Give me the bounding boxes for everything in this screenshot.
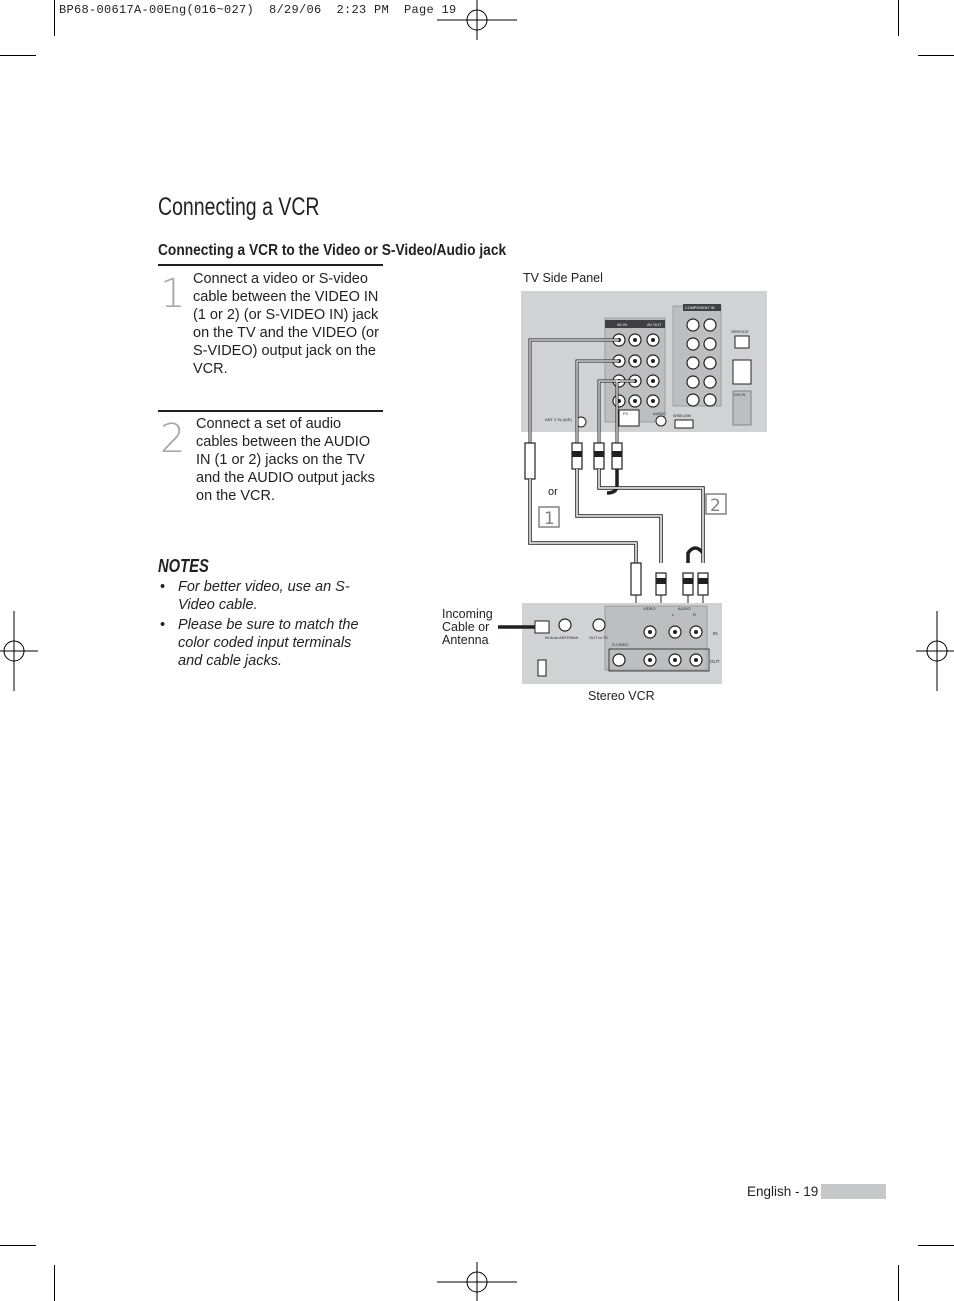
page-title: Connecting a VCR [158,193,320,221]
tv-pc-text: PC [623,411,629,416]
vcr-in-text: IN [713,631,718,636]
note-item: • Please be sure to match the color coded input terminals and cable jacks. [158,616,363,670]
vcr-connection-diagram [495,288,775,688]
vcr-audio-r-text: R [693,612,696,617]
registration-mark-left-icon [0,611,38,691]
incoming-cable-label [442,608,493,647]
crop-mark [54,1265,55,1301]
notes-list [158,578,363,672]
crop-mark [0,55,36,56]
page-footer: English - 19 [747,1184,819,1199]
step-2-text: Connect a set of audio cables between the AUDIO IN (1 or 2) jacks on the TV and the AUDIO output jacks on the VCR. [196,416,375,504]
callout-1-text: 1 [544,509,555,529]
subtitle-rule [158,264,383,266]
callout-2-text: 2 [710,496,721,516]
vcr-audio-l-text: L [672,612,675,617]
tv-audio-text: AUDIO [653,411,666,416]
tv-side-panel-label: TV Side Panel [523,271,603,285]
vcr-audio-text: AUDIO [678,606,691,611]
vcr-in-from-antenna-text: IN from ANTENNA [545,635,579,640]
registration-mark-bottom-icon [437,1262,517,1301]
crop-mark [918,55,954,56]
section-subtitle: Connecting a VCR to the Video or S-Video/Audio jack [158,242,507,259]
crop-mark [898,0,899,36]
tv-dvi-in-text: DVI IN [734,393,746,397]
incoming-line: Cable or [442,620,490,634]
incoming-line: Incoming [442,607,493,621]
tv-av-out-text: AV OUT [647,322,662,327]
step-1-number: 1 [160,271,186,317]
vcr-s-video-text: S-VIDEO [612,642,629,647]
tv-service-text: SERVICE [731,329,749,334]
crop-mark [0,1245,36,1246]
vcr-out-to-tv-text: OUT to TV [589,635,608,640]
tv-wiselink-text: WISELINK [673,414,692,418]
crop-mark [54,0,55,36]
vcr-out-text: OUT [710,659,720,664]
stereo-vcr-label: Stereo VCR [588,689,655,703]
notes-heading: NOTES [158,556,209,576]
step-2-number: 2 [160,416,186,462]
vcr-video-text: VIDEO [643,606,656,611]
footer-bar [821,1184,886,1199]
print-slug: BP68-00617A-00Eng(016~027) 8/29/06 2:23 PM Page 19 [59,3,457,17]
incoming-line: Antenna [442,633,489,647]
registration-mark-top-icon [437,0,517,40]
crop-mark [918,1245,954,1246]
tv-component-in-text: COMPONENT IN [685,306,715,310]
crop-mark [898,1265,899,1301]
note-item: • For better video, use an S-Video cable. [158,578,363,614]
step-divider [158,410,383,412]
tv-ant-text: ANT 2 IN (AIR) [545,417,572,422]
tv-av-in-text: AV IN [617,322,628,327]
or-label: or [548,486,558,498]
registration-mark-right-icon [916,611,954,691]
step-1-text: Connect a video or S-video cable between the VIDEO IN (1 or 2) (or S-VIDEO IN) jack on the TV and the VIDEO (or S-VIDEO) output jack on the VCR. [193,271,379,377]
